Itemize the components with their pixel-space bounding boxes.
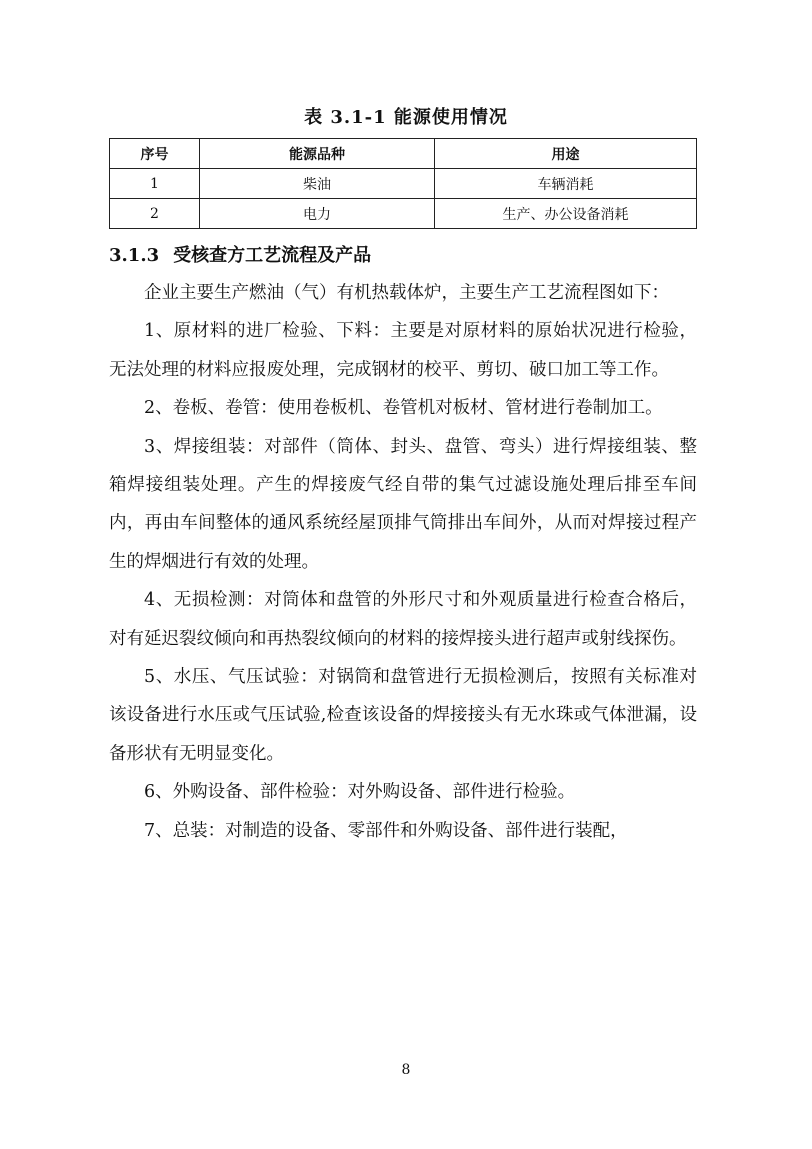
- paragraph-intro: 企业主要生产燃油（气）有机热载体炉，主要生产工艺流程图如下：: [144, 283, 669, 303]
- table-row: [110, 169, 697, 199]
- body-text: [109, 274, 697, 850]
- page-number: 8: [401, 1062, 411, 1078]
- paragraph-step-7: 7、总装：对制造的设备、零部件和外购设备、部件进行装配，: [144, 820, 628, 841]
- section-title: 受核查方工艺流程及产品: [173, 245, 372, 266]
- cell-seq: 1: [110, 169, 200, 199]
- cell-usage: 生产、办公设备消耗: [435, 199, 697, 229]
- paragraph-step-6: 6、外购设备、部件检验：对外购设备、部件进行检验。: [144, 782, 576, 803]
- cell-energy-type: 柴油: [200, 169, 435, 199]
- section-heading: [109, 241, 371, 267]
- energy-usage-table: [109, 138, 697, 229]
- paragraph-step-4: 4、无损检测：对筒体和盘管的外形尺寸和外观质量进行检查合格后，对有延迟裂纹倾向和再热裂纹倾向的材料的接焊接头进行超声或射线探伤。: [109, 590, 697, 649]
- cell-energy-type: 电力: [200, 199, 435, 229]
- cell-usage: 车辆消耗: [435, 169, 697, 199]
- header-energy-type: 能源品种: [200, 139, 435, 169]
- paragraph-step-5: 5、水压、气压试验：对锅筒和盘管进行无损检测后，按照有关标准对该设备进行水压或气压试验,检查该设备的焊接接头有无水珠或气体泄漏，设备形状有无明显变化。: [109, 667, 697, 764]
- paragraph-step-2: 2、卷板、卷管：使用卷板机、卷管机对板材、管材进行卷制加工。: [144, 398, 663, 419]
- table-row: [110, 199, 697, 229]
- section-number: 3.1.3: [109, 245, 160, 266]
- cell-seq: 2: [110, 199, 200, 229]
- paragraph-step-1: 1、原材料的进厂检验、下料：主要是对原材料的原始状况进行检验，无法处理的材料应报废处理，完成钢材的校平、剪切、破口加工等工作。: [109, 321, 697, 380]
- table-caption: 表 3.1-1 能源使用情况: [304, 107, 508, 128]
- header-seq: 序号: [110, 139, 200, 169]
- header-usage: 用途: [435, 139, 697, 169]
- paragraph-step-3: 3、焊接组装：对部件（筒体、封头、盘管、弯头）进行焊接组装、整箱焊接组装处理。产生的焊接废气经自带的集气过滤设施处理后排至车间内，再由车间整体的通风系统经屋顶排气筒排出车间外，从而对焊接过程产生的焊烟进行有效的处理。: [109, 436, 697, 572]
- table-header-row: [110, 139, 697, 169]
